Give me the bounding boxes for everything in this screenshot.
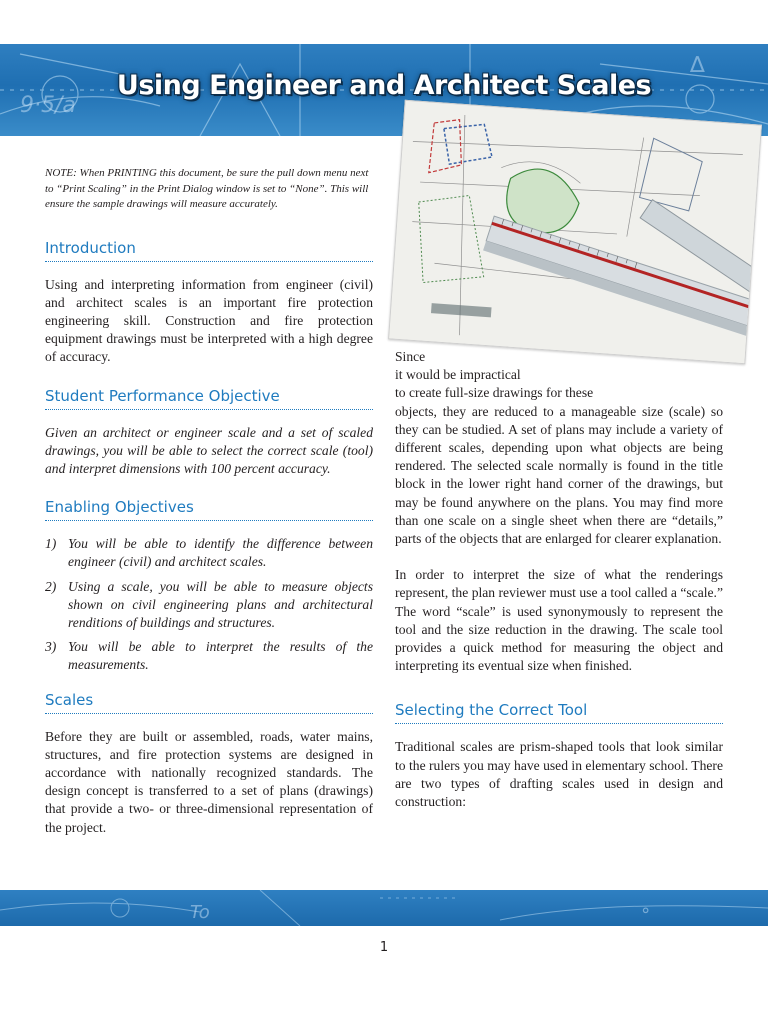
printing-note: NOTE: When PRINTING this document, be sure the pull down menu next to “Print Scaling” in the Print Dialog window is set to “None”. This will ensure the sample drawings will measure accurately. <box>45 167 369 210</box>
list-item <box>45 578 373 633</box>
page-title: Using Engineer and Architect Scales <box>116 70 652 101</box>
right-column <box>395 348 723 811</box>
list-item <box>45 638 373 674</box>
list-item-text: Using a scale, you will be able to measure objects shown on civil engineering plans and architectural renditions of buildings and structures. <box>68 578 373 630</box>
svg-text:9·5/a: 9·5/a <box>20 93 76 118</box>
full-size-line: to create full-size drawings for these <box>395 385 594 401</box>
selecting-tool-heading: Selecting the Correct Tool <box>395 701 723 724</box>
engineer-scale-illustration <box>389 101 762 364</box>
list-item-number: 2) <box>45 578 57 594</box>
list-item-number: 3) <box>45 639 57 655</box>
since-line: Since <box>395 349 426 364</box>
scales-text: Before they are built or assembled, roads, water mains, structures, and fire protection systems are designed in accordance with nationally recognized standards. The design concept is transferred to a set of plans (drawings) that provide a two- or three-dimensional representation of the project. <box>45 728 373 835</box>
left-column <box>45 166 373 837</box>
list-item-number: 1) <box>45 536 57 552</box>
introduction-text: Using and interpreting information from engineer (civil) and architect scales is an important fire protection engineering skill. Construction and fire protection equipment drawings must be interpreted with a high degree of accuracy. <box>45 276 373 365</box>
scale-on-drawing-photo <box>388 100 762 364</box>
svg-text:∘: ∘ <box>640 900 652 921</box>
list-item-text: You will be able to interpret the results of the measurements. <box>68 639 373 673</box>
page-number: 1 <box>379 940 389 955</box>
selecting-tool-text: Traditional scales are prism-shaped tools that look similar to the rulers you may have used in elementary school. There are two types of drafting scales used in design and construction: <box>395 739 723 810</box>
blueprint-footer-graphic <box>0 890 768 926</box>
svg-text:∆: ∆ <box>690 53 705 78</box>
objective-heading: Student Performance Objective <box>45 387 373 410</box>
svg-text:To: To <box>190 902 210 923</box>
enabling-objectives-heading: Enabling Objectives <box>45 498 373 521</box>
scale-explanation-text: objects, they are reduced to a manageable size (scale) so they can be studied. A set of plans may include a variety of different scales, depending upon what objects are being rendered. The selected scale normally is found in the title block in the lower right hand corner of the drawings, but may be found anywhere on the plans. You may find more than one scale on a single sheet when there are “details,” parts of the objects that are enlarged for clearer explanation. <box>395 403 723 547</box>
scale-tool-text: In order to interpret the size of what the renderings represent, the plan reviewer must use a tool called a “scale.” The word “scale” is used synonymously to represent the tool and the size reduction in the drawing. The scale tool provides a quick method for measuring the object and interpreting its eventual size when finished. <box>395 567 723 674</box>
enabling-objectives-list <box>45 535 373 674</box>
list-item <box>45 535 373 571</box>
list-item-text: You will be able to identify the difference between engineer (civil) and architect scales. <box>68 536 373 570</box>
impractical-line: it would be impractical <box>395 367 521 383</box>
introduction-heading: Introduction <box>45 239 373 262</box>
scales-heading: Scales <box>45 691 373 714</box>
objective-text: Given an architect or engineer scale and a set of scaled drawings, you will be able to select the correct scale (tool) and interpret dimensions with 100 percent accuracy. <box>45 424 373 476</box>
footer-banner <box>0 890 768 926</box>
